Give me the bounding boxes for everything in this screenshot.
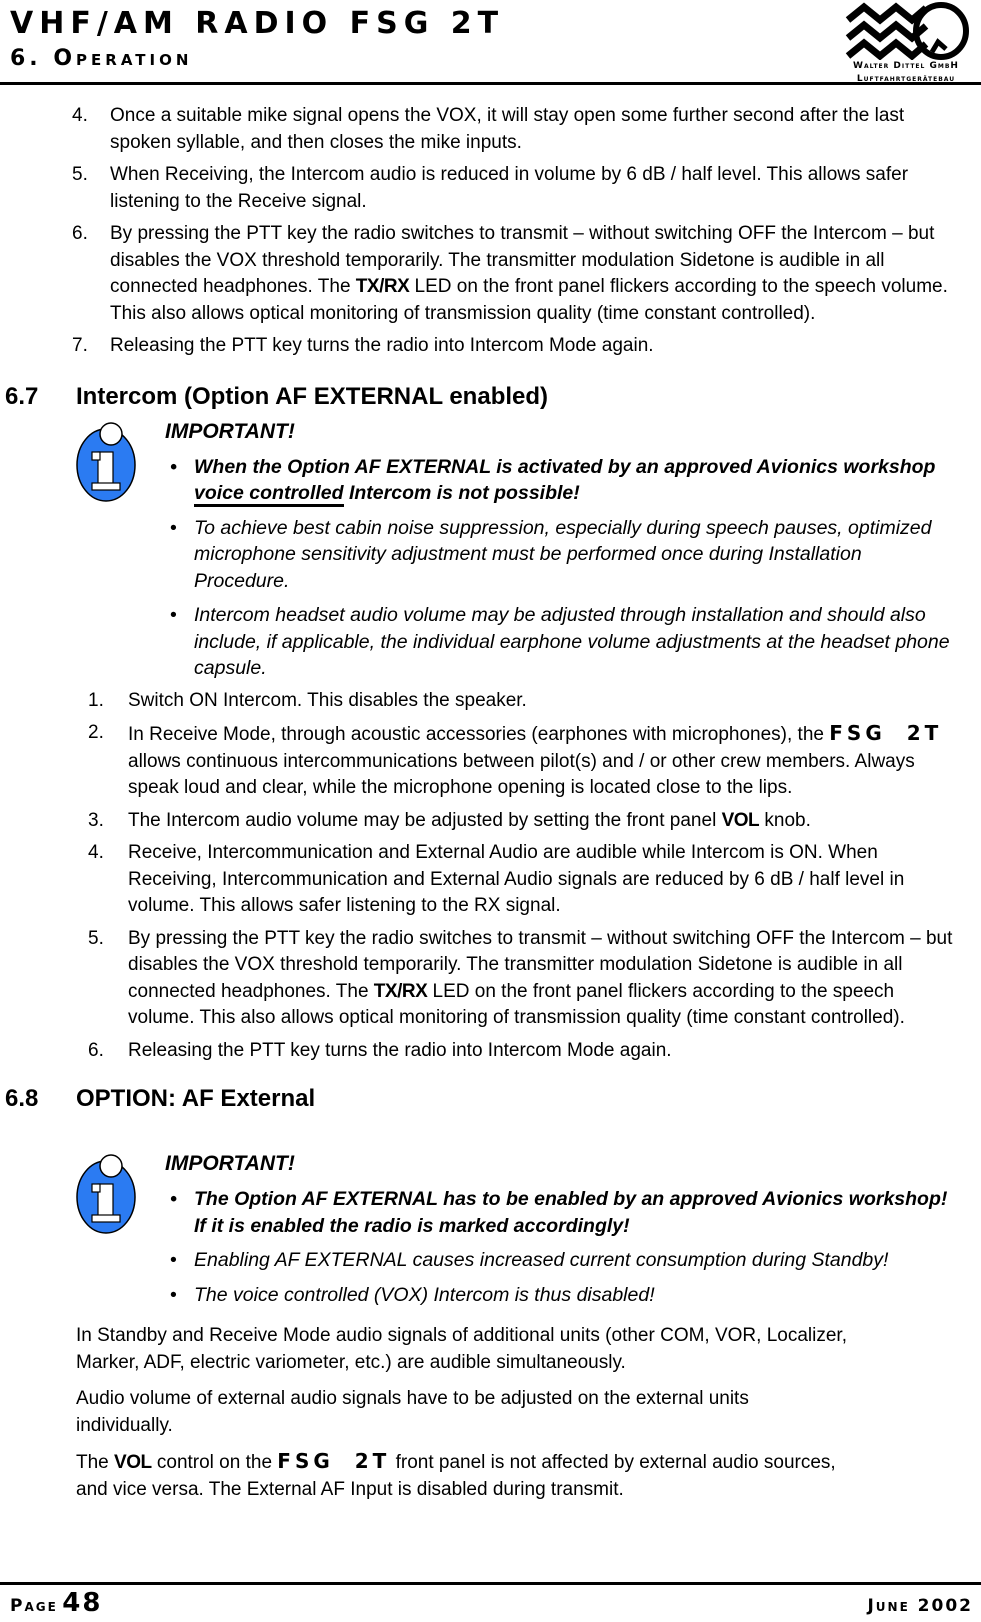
list-item-number: 5. — [72, 164, 88, 185]
paragraph: Audio volume of external audio signals have to be adjusted on the external units individually. — [76, 1388, 749, 1436]
important-bullet — [165, 515, 951, 595]
list-item-text: Once a suitable mike signal opens the VOX, it will stay open some further second after the last spoken syllable, and then closes the mike inputs. — [110, 105, 905, 153]
bullet-text: The voice controlled (VOX) Intercom is thus disabled! — [194, 1283, 655, 1306]
af-external-paragraphs — [0, 1322, 981, 1503]
info-icon — [75, 422, 139, 509]
list-item — [88, 688, 953, 715]
logo-division-name: Luftfahrtgerätebau — [856, 74, 956, 84]
section-title: OPTION: AF External — [76, 1085, 316, 1112]
wd-logo-icon — [842, 2, 970, 60]
important-bullet — [165, 602, 951, 682]
paragraph: The VOL control on the FSG 2T front panel is not affected by external audio sources, and vice versa. The External AF Input is disabled during transmit. — [76, 1449, 836, 1500]
section-number: 6.7 — [5, 382, 39, 410]
bullet-text: The Option AF EXTERNAL has to be enabled by an approved Avionics workshop! If it is enabled the radio is marked accordingly! — [194, 1188, 948, 1237]
list-item-text: Releasing the PTT key turns the radio into Intercom Mode again. — [110, 335, 654, 356]
company-logo — [835, 2, 977, 86]
paragraph: In Standby and Receive Mode audio signals of additional units (other COM, VOR, Localizer, Marker, ADF, electric variometer, etc.) are audible simultaneously. — [76, 1325, 847, 1373]
list-item-number: 6. — [88, 1039, 104, 1061]
chapter-subtitle: 6. Operation — [10, 46, 193, 71]
list-item-number: 3. — [88, 809, 104, 831]
list-item-number: 4. — [88, 842, 104, 863]
page-footer — [10, 1588, 973, 1622]
important-body — [165, 418, 981, 682]
list-item-number: 2. — [88, 722, 104, 743]
list-item — [72, 221, 949, 327]
list-item-number: 7. — [72, 335, 88, 356]
important-bullet — [165, 1186, 951, 1239]
bullet-dot-icon — [170, 602, 194, 682]
list-item-text: When Receiving, the Intercom audio is reduced in volume by 6 dB / half level. This allows safer listening to the Receive signal. — [110, 164, 909, 212]
continued-numbered-list — [0, 103, 981, 360]
footer-page-label: Page — [10, 1596, 58, 1616]
bullet-text: When the Option AF EXTERNAL is activated by an approved Avionics workshop voice controlled Intercom is not possible! — [194, 454, 951, 507]
section-number: 6.8 — [5, 1085, 39, 1112]
header-rule — [0, 82, 981, 85]
bullet-dot-icon — [170, 1247, 194, 1274]
important-body — [165, 1150, 981, 1308]
important-bullet — [165, 1247, 951, 1274]
list-item-text: Switch ON Intercom. This disables the speaker. — [128, 689, 527, 711]
important-bullet — [165, 1282, 951, 1309]
section-heading-6-7 — [0, 382, 981, 412]
list-item-text: The Intercom audio volume may be adjusted by setting the front panel VOL knob. — [128, 809, 811, 831]
page-header — [0, 0, 981, 73]
important-note-6-7 — [0, 418, 981, 682]
bullet-dot-icon — [170, 1186, 194, 1239]
important-label: IMPORTANT! — [165, 419, 295, 443]
list-item — [88, 720, 953, 802]
bullet-dot-icon — [170, 515, 194, 595]
bullet-text: Enabling AF EXTERNAL causes increased current consumption during Standby! — [194, 1249, 889, 1271]
list-item-number: 4. — [72, 105, 88, 126]
list-item-number: 6. — [72, 223, 88, 244]
footer-page-number: 48 — [62, 1588, 103, 1618]
list-item — [88, 808, 953, 835]
list-item-number: 1. — [88, 689, 104, 711]
list-item — [72, 333, 949, 360]
list-item-text: Receive, Intercommunication and External Audio are audible while Intercom is ON. When Receiving, Intercommunication and External Audio signals are reduced by 6 dB / half level in volume. This allows safer listening to the RX signal. — [128, 842, 905, 916]
info-icon — [75, 1154, 139, 1241]
section-heading-6-8 — [0, 1084, 981, 1114]
list-item — [88, 1038, 953, 1065]
logo-company-name: Walter Dittel GmbH — [853, 61, 959, 71]
footer-page — [10, 1588, 102, 1618]
footer-date: June 2002 — [867, 1596, 973, 1616]
page-title: VHF/AM RADIO FSG 2T — [10, 6, 505, 41]
list-item-text: By pressing the PTT key the radio switches to transmit – without switching OFF the Intercom – but disables the VOX threshold temporarily. The transmitter modulation Sidetone is audible in all connected headphones. The TX/RX LED on the front panel flickers according to the speech volume. This also allows optical monitoring of transmission quality (time constant controlled). — [128, 927, 953, 1028]
bullet-text: To achieve best cabin noise suppression, especially during speech pauses, optimized microphone sensitivity adjustment must be performed once during Installation Procedure. — [194, 516, 932, 592]
list-item — [88, 840, 953, 920]
list-item-number: 5. — [88, 927, 104, 949]
list-item — [72, 103, 949, 156]
bullet-dot-icon — [170, 454, 194, 507]
list-item-text: By pressing the PTT key the radio switches to transmit – without switching OFF the Intercom – but disables the VOX threshold temporarily. The transmitter modulation Sidetone is audible in all connected headphones. The TX/RX LED on the front panel flickers according to the speech volume. This also allows optical monitoring of transmission quality (time constant controlled). — [110, 223, 948, 324]
bullet-dot-icon — [170, 1282, 194, 1309]
important-label: IMPORTANT! — [165, 1152, 295, 1175]
list-item-text: Releasing the PTT key turns the radio into Intercom Mode again. — [128, 1039, 672, 1061]
bullet-text: Intercom headset audio volume may be adjusted through installation and should also include, if applicable, the individual earphone volume adjustments at the headset phone capsule. — [194, 604, 950, 679]
section-title: Intercom (Option AF EXTERNAL enabled) — [76, 382, 549, 410]
footer-rule — [0, 1582, 981, 1585]
important-bullet — [165, 454, 951, 507]
list-item — [88, 926, 953, 1032]
list-item — [72, 162, 949, 215]
list-item-text: In Receive Mode, through acoustic accessories (earphones with microphones), the FSG 2T allows continuous intercommunications between pilot(s) and / or other crew members. Always speak loud and clear, while the microphone opening is located close to the lips. — [128, 721, 943, 798]
intercom-steps-list — [0, 688, 981, 1065]
important-note-6-8 — [0, 1150, 981, 1308]
